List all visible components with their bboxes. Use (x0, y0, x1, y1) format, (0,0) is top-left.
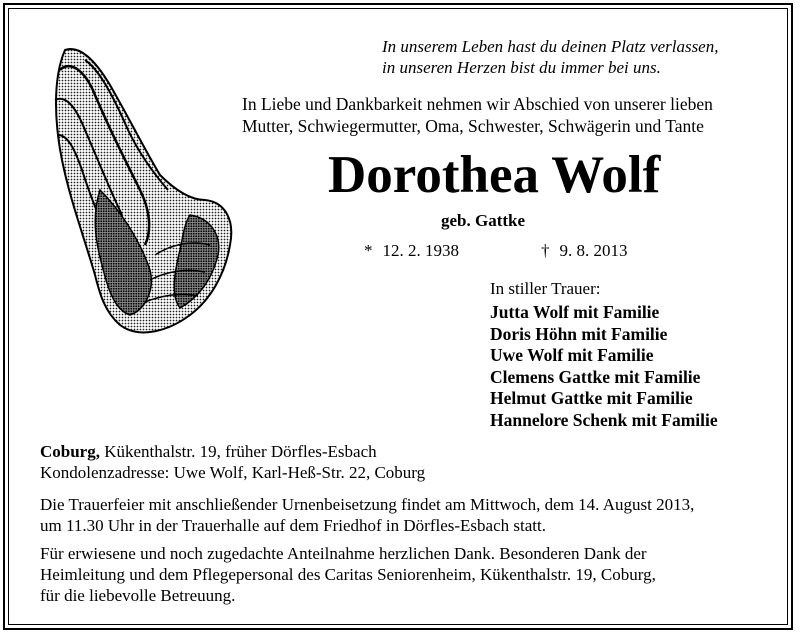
praying-hands-icon (40, 40, 240, 345)
ceremony-line-2: um 11.30 Uhr in der Trauerhalle auf dem Friedhof in Dörfles-Esbach statt. (40, 516, 546, 535)
birth-star-icon: * (364, 241, 373, 260)
death-date-value: 9. 8. 2013 (559, 241, 628, 260)
maiden-name: geb. Gattke (441, 211, 526, 230)
deceased-name: Dorothea Wolf (328, 146, 661, 204)
mourner-name: Helmut Gattke mit Familie (490, 388, 693, 408)
address-street: Kükenthalstr. 19, früher Dörfles-Esbach (99, 442, 377, 461)
ceremony-info (40, 494, 694, 536)
thanks-text (40, 543, 656, 606)
intro-line-2: Mutter, Schwiegermutter, Oma, Schwester, Schwägerin und Tante (242, 116, 704, 136)
mourner-name: Doris Höhn mit Familie (490, 323, 668, 344)
motto-line-1: In unserem Leben hast du deinen Platz verlassen, (382, 37, 719, 56)
intro-line-1: In Liebe und Dankbarkeit nehmen wir Abschied von unserer lieben (242, 94, 713, 114)
intro-text (242, 93, 713, 137)
birth-date (364, 240, 459, 262)
ceremony-line-1: Die Trauerfeier mit anschließender Urnenbeisetzung findet am Mittwoch, dem 14. August 2013, (40, 495, 695, 514)
mourner-name: Hannelore Schenk mit Familie (490, 409, 718, 430)
mourner-name: Jutta Wolf mit Familie (490, 302, 660, 322)
mourner-name: Clemens Gattke mit Familie (490, 366, 701, 387)
mourners-block (490, 278, 718, 431)
motto-line-2: in unseren Herzen bist du immer bei uns. (382, 58, 661, 77)
address-block (40, 441, 425, 483)
death-cross-icon: † (541, 241, 550, 260)
thanks-line-1: Für erwiesene und noch zugedachte Anteilnahme herzlichen Dank. Besonderen Dank der (40, 544, 647, 563)
mourner-name: Uwe Wolf mit Familie (490, 345, 654, 365)
mourners-intro: In stiller Trauer: (490, 279, 601, 298)
death-date (541, 240, 628, 262)
condolence-address: Kondolenzadresse: Uwe Wolf, Karl-Heß-Str. 22, Coburg (40, 463, 426, 482)
address-line (40, 441, 425, 462)
birth-date-value: 12. 2. 1938 (382, 241, 459, 260)
thanks-line-3: für die liebevolle Betreuung. (40, 586, 236, 605)
address-city: Coburg, (40, 442, 100, 461)
motto-verse (382, 36, 718, 78)
thanks-line-2: Heimleitung und dem Pflegepersonal des Caritas Seniorenheim, Kükenthalstr. 19, Coburg, (40, 565, 656, 584)
